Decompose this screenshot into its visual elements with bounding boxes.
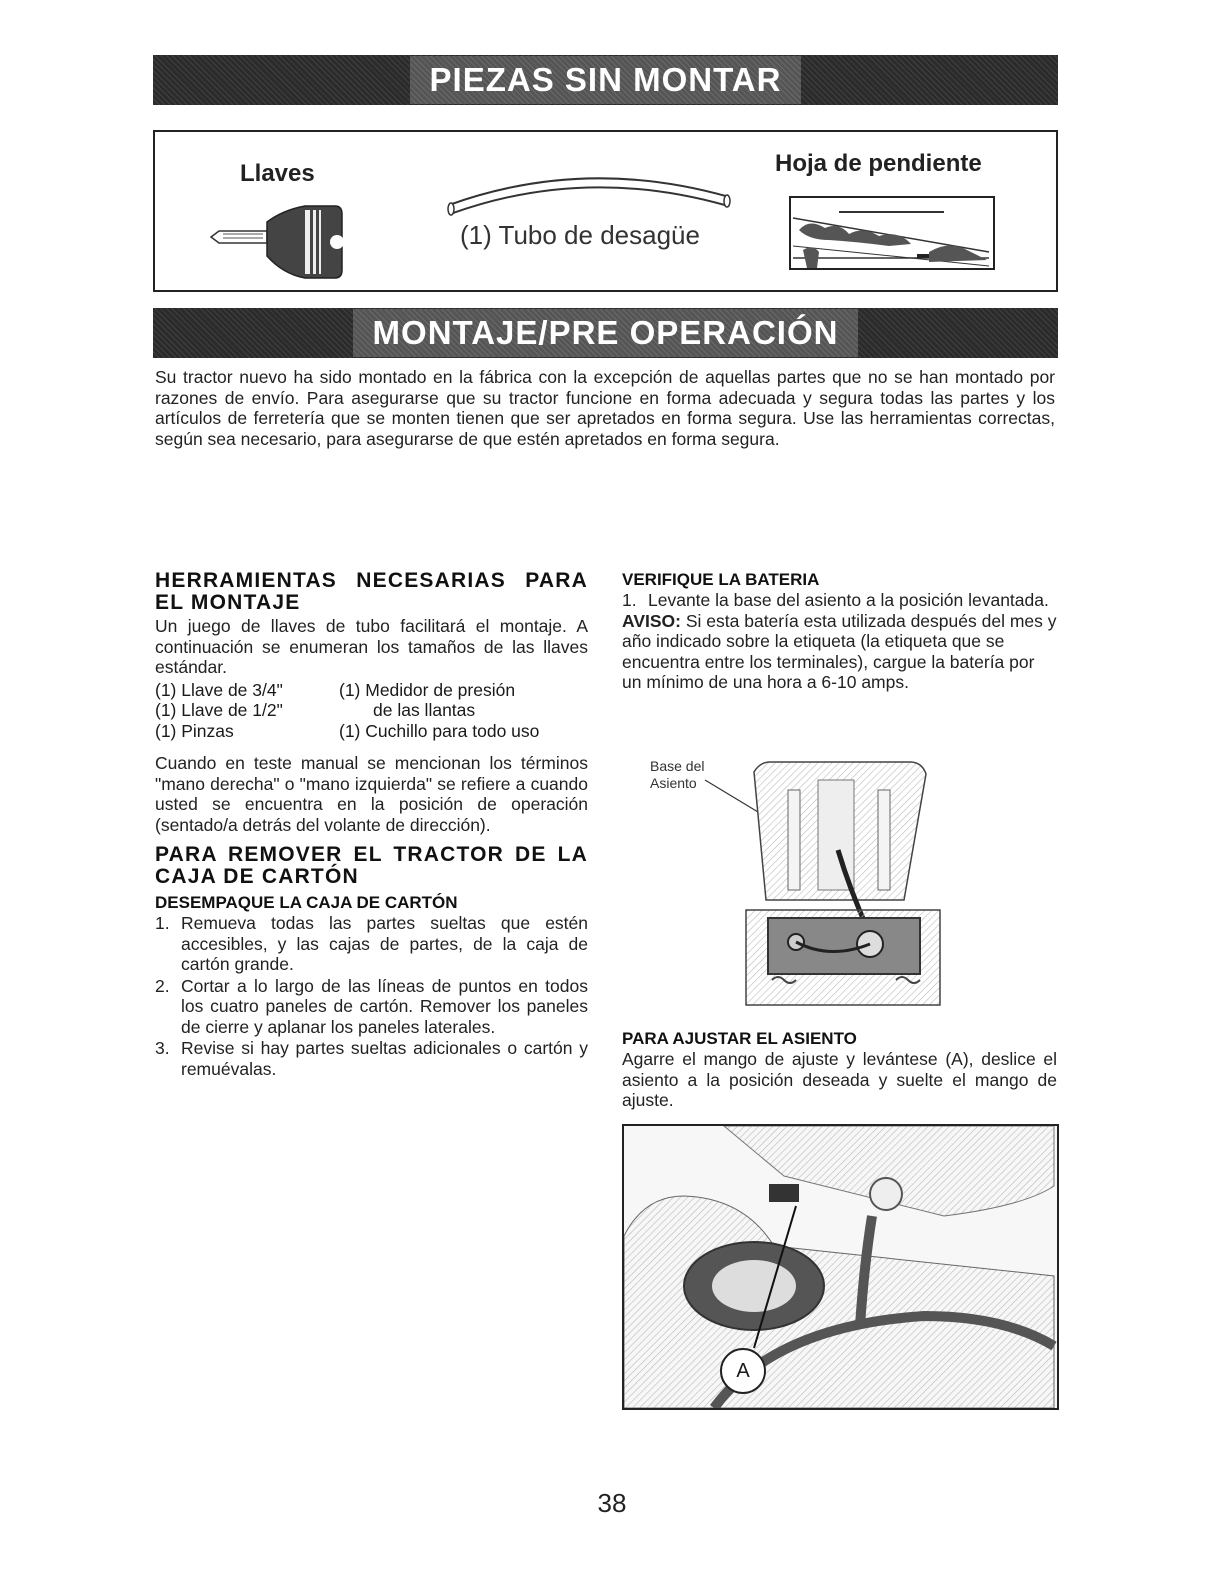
left-column bbox=[155, 570, 588, 1079]
battery-seat-figure bbox=[700, 760, 950, 1015]
keys-heading: Llaves bbox=[240, 160, 315, 187]
tool-item: (1) Medidor de presión bbox=[339, 679, 516, 700]
tools-list bbox=[155, 680, 588, 742]
seat-adjust-figure bbox=[622, 1124, 1059, 1410]
slope-sheet-icon bbox=[789, 196, 995, 270]
step-number: 2. bbox=[155, 975, 170, 996]
step-text: Remueva todas las partes sueltas que estén accesibles, y las cajas de partes, de la caja de cartón grande. bbox=[181, 913, 588, 974]
banner-title: MONTAJE/PRE OPERACIÓN bbox=[353, 309, 859, 357]
battery-notice bbox=[622, 611, 1057, 693]
step-number: 1. bbox=[622, 590, 637, 610]
seat-text: Agarre el mango de ajuste y levántese (A), deslice el asiento a la posición deseada y suelte el mango de ajuste. bbox=[622, 1049, 1057, 1110]
unassembled-parts-box bbox=[153, 130, 1058, 292]
seat-base-label: Base del Asiento bbox=[650, 758, 705, 791]
remove-heading: PARA REMOVER EL TRACTOR DE LA CAJA DE CARTÓN bbox=[155, 843, 588, 888]
seat-adjust-illustration bbox=[624, 1126, 1057, 1408]
battery-heading: VERIFIQUE LA BATERIA bbox=[622, 570, 820, 589]
step-item bbox=[155, 913, 588, 975]
tool-item: (1) Pinzas bbox=[155, 720, 234, 741]
section-banner-assembly bbox=[153, 308, 1058, 358]
tool-item: (1) Llave de 3/4" bbox=[155, 679, 283, 700]
tools-heading: HERRAMIENTAS NECESARIAS PARA EL MONTAJE bbox=[155, 569, 588, 614]
seat-adjust-section bbox=[622, 1029, 1057, 1111]
orientation-note: Cuando en teste manual se mencionan los términos "mano derecha" o "mano izquierda" se refiere a cuando usted se encuentra en la posición de operación (sentado/a detrás del volante de dirección). bbox=[155, 753, 588, 835]
callout-a: A bbox=[720, 1348, 766, 1394]
banner-title: PIEZAS SIN MONTAR bbox=[410, 56, 802, 104]
notice-label: AVISO: bbox=[622, 610, 681, 631]
tool-item: (1) Llave de 1/2" bbox=[155, 700, 283, 720]
unpack-subheading: DESEMPAQUE LA CAJA DE CARTÓN bbox=[155, 893, 458, 912]
section-banner-unassembled bbox=[153, 55, 1058, 105]
drain-tube-icon bbox=[445, 169, 735, 219]
step-number: 1. bbox=[155, 913, 170, 933]
notice-text: Si esta batería esta utilizada después del mes y año indicado sobre la etiqueta (la etiqueta que se encuentra entre los terminales), cargue la batería por un mínimo de una hora a 6-10 amps. bbox=[622, 610, 1057, 692]
tool-item: (1) Cuchillo para todo uso bbox=[339, 720, 540, 741]
battery-step bbox=[622, 590, 1057, 611]
step-item bbox=[155, 976, 588, 1038]
intro-paragraph: Su tractor nuevo ha sido montado en la fábrica con la excepción de aquellas partes que no se han montado por razones de envío. Para asegurarse que su tractor funcione en forma adecuada y segura todas las partes y los artículos de ferretería que se monten tienen que ser apretados en forma segura. Use las herramientas correctas, según sea necesario, para asegurarse de que estén apretados en forma segura. bbox=[155, 367, 1055, 449]
step-number: 3. bbox=[155, 1038, 170, 1058]
key-icon bbox=[205, 200, 345, 284]
right-column bbox=[622, 570, 1057, 693]
drain-tube-caption: (1) Tubo de desagüe bbox=[460, 220, 700, 250]
tools-text: Un juego de llaves de tubo facilitará el montaje. A continuación se enumeran los tamaños de las llaves estándar. bbox=[155, 616, 588, 677]
step-text: Cortar a lo largo de las líneas de puntos en todos los cuatro paneles de cartón. Remover los paneles de cierre y aplanar los paneles laterales. bbox=[181, 975, 588, 1037]
step-item bbox=[155, 1038, 588, 1079]
slope-sheet-heading: Hoja de pendiente bbox=[775, 150, 982, 177]
tool-item: de las llantas bbox=[373, 700, 476, 720]
step-text: Revise si hay partes sueltas adicionales o cartón y remuévalas. bbox=[181, 1038, 588, 1079]
page-number: 38 bbox=[597, 1488, 627, 1518]
seat-heading: PARA AJUSTAR EL ASIENTO bbox=[622, 1029, 857, 1048]
step-text: Levante la base del asiento a la posición levantada. bbox=[648, 590, 1049, 610]
